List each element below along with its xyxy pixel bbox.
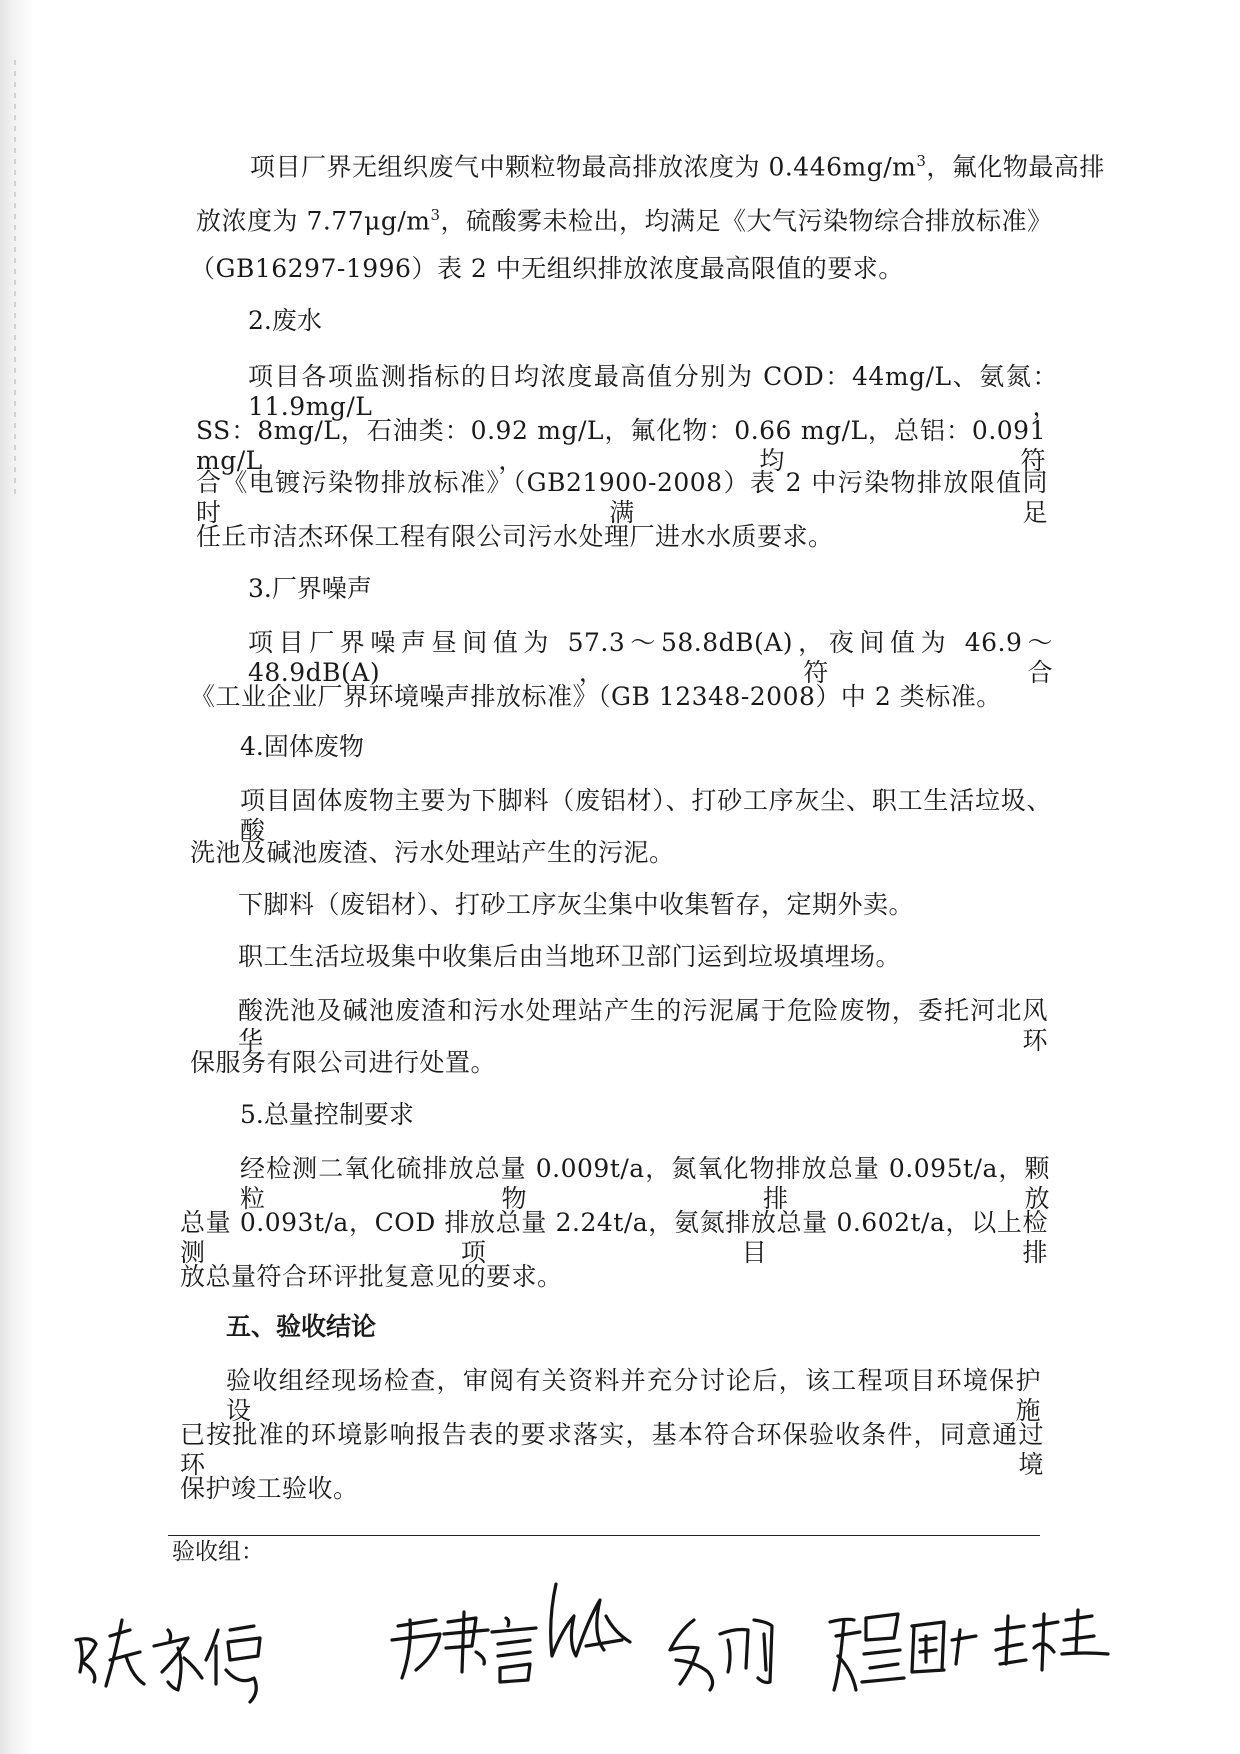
- signature-label: 验收组：: [172, 1539, 264, 1565]
- signature-3: [551, 1584, 630, 1656]
- signature-5: [830, 1614, 976, 1690]
- section-5-title: 5.总量控制要求: [240, 1100, 414, 1129]
- p4-line-5: 酸洗池及碱池废渣和污水处理站产生的污泥属于危险废物，委托河北风华环: [238, 996, 1048, 1055]
- section-4-title: 4.固体废物: [240, 732, 364, 761]
- p6-line-2: 已按批准的环境影响报告表的要求落实，基本符合环保验收条件，同意通过环境: [180, 1420, 1044, 1479]
- p3-line-2: 《工业企业厂界环境噪声排放标准》（GB 12348-2008）中 2 类标准。: [190, 682, 1002, 711]
- p1-line-3: （GB16297-1996）表 2 中无组织排放浓度最高限值的要求。: [190, 254, 904, 283]
- section-2-title: 2.废水: [248, 306, 322, 335]
- signature-divider: [168, 1535, 1040, 1536]
- p1-line-2: 放浓度为 $7.77\mu g/m^3$，硫酸雾未检出，均满足《大气污染物综合排放标准》: [196, 206, 1053, 236]
- signature-6: [996, 1610, 1108, 1670]
- p1-line-1: 项目厂界无组织废气中颗粒物最高排放浓度为 $0.446mg/m^3$，氟化物最高排: [250, 152, 1105, 182]
- p4-line-4: 职工生活垃圾集中收集后由当地环卫部门运到垃圾填埋场。: [238, 942, 902, 971]
- p4-line-6: 保服务有限公司进行处置。: [190, 1048, 497, 1077]
- p2-line-2: SS：8mg/L，石油类：0.92 mg/L，氟化物：0.66 mg/L，总铝：0.091 mg/L，均符: [196, 416, 1046, 475]
- handwritten-signatures: [40, 1560, 1120, 1710]
- p6-line-3: 保护竣工验收。: [180, 1474, 359, 1503]
- p4-line-1: 项目固体废物主要为下脚料（废铝材）、打砂工序灰尘、职工生活垃圾、酸: [240, 786, 1052, 845]
- p2-line-1: 项目各项监测指标的日均浓度最高值分别为 COD：44mg/L、氨氮：11.9mg/L，: [248, 362, 1058, 421]
- section-3-title: 3.厂界噪声: [248, 574, 372, 603]
- section-v-title: 五、验收结论: [226, 1312, 377, 1341]
- p3-line-1: 项目厂界噪声昼间值为 57.3～58.8dB(A)，夜间值为 46.9～48.9dB(A)，符合: [248, 628, 1053, 687]
- p5-line-1: 经检测二氧化硫排放总量 0.009t/a，氮氧化物排放总量 0.095t/a，颗粒物排放: [240, 1154, 1050, 1213]
- signature-1: [76, 1620, 260, 1702]
- p4-line-3: 下脚料（废铝材）、打砂工序灰尘集中收集暂存，定期外卖。: [238, 890, 915, 919]
- p2-line-4: 任丘市洁杰环保工程有限公司污水处理厂进水水质要求。: [196, 522, 834, 551]
- p5-line-2: 总量 0.093t/a，COD 排放总量 2.24t/a，氨氮排放总量 0.602t/a，以上检测项目排: [180, 1208, 1048, 1267]
- signature-4: [670, 1620, 772, 1690]
- p4-line-2: 洗池及碱池废渣、污水处理站产生的污泥。: [190, 838, 675, 867]
- p2-line-3: 合《电镀污染物排放标准》（GB21900-2008）表 2 中污染物排放限值同时满足: [196, 468, 1048, 527]
- signature-2: [392, 1612, 536, 1682]
- p5-line-3: 放总量符合环评批复意见的要求。: [180, 1262, 563, 1291]
- p6-line-1: 验收组经现场检查，审阅有关资料并充分讨论后，该工程项目环境保护设施: [226, 1366, 1041, 1425]
